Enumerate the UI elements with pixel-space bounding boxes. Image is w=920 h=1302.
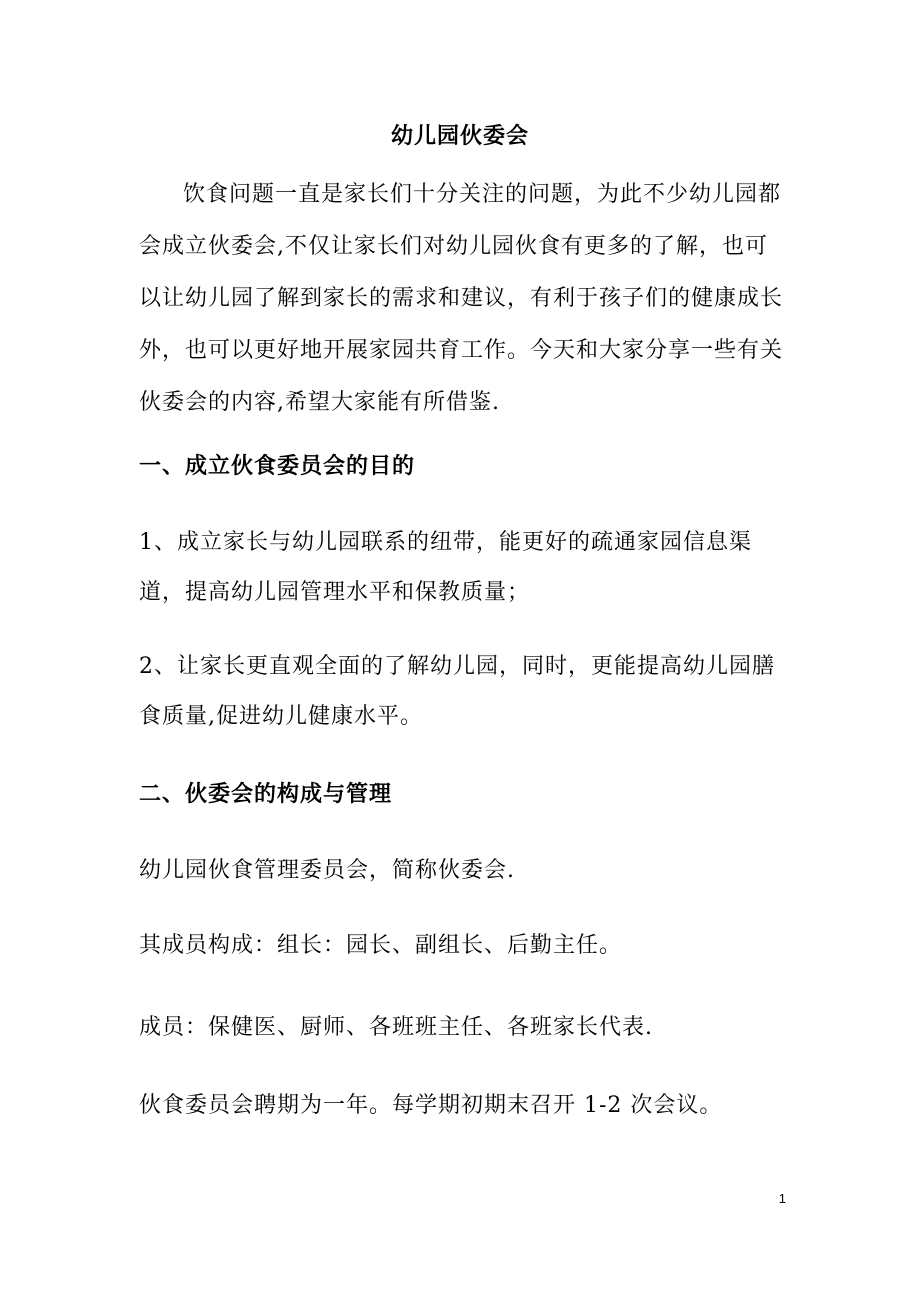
section-1-item-1: 1、成立家长与幼儿园联系的纽带，能更好的疏通家园信息渠道，提高幼儿园管理水平和保教质量； <box>139 530 752 605</box>
section-2-line-3: 成员：保健医、厨师、各班班主任、各班家长代表. <box>139 1015 653 1040</box>
intro-paragraph: 饮食问题一直是家长们十分关注的问题，为此不少幼儿园都会成立伙委会,不仅让家长们对幼儿园伙食有更多的了解，也可以让幼儿园了解到家长的需求和建议，有利于孩子们的健康成长外，也可以更好地开展家园共育工作。今天和大家分享一些有关伙委会的内容,希望大家能有所借鉴. <box>139 182 784 415</box>
section-2-line-1: 幼儿园伙食管理委员会，简称伙委会. <box>139 858 515 883</box>
section-2-line-4: 伙食委员会聘期为一年。每学期初期末召开 1-2 次会议。 <box>139 1093 723 1118</box>
section-2-line-2: 其成员构成：组长：园长、副组长、后勤主任。 <box>139 933 623 958</box>
section-2-heading: 二、伙委会的构成与管理 <box>139 781 393 807</box>
section-1-heading: 一、成立伙食委员会的目的 <box>139 453 416 479</box>
page-number: 1 <box>778 1191 786 1206</box>
section-1-item-2: 2、让家长更直观全面的了解幼儿园，同时，更能提高幼儿园膳食质量,促进幼儿健康水平。 <box>139 654 775 729</box>
document-title: 幼儿园伙委会 <box>390 123 529 149</box>
